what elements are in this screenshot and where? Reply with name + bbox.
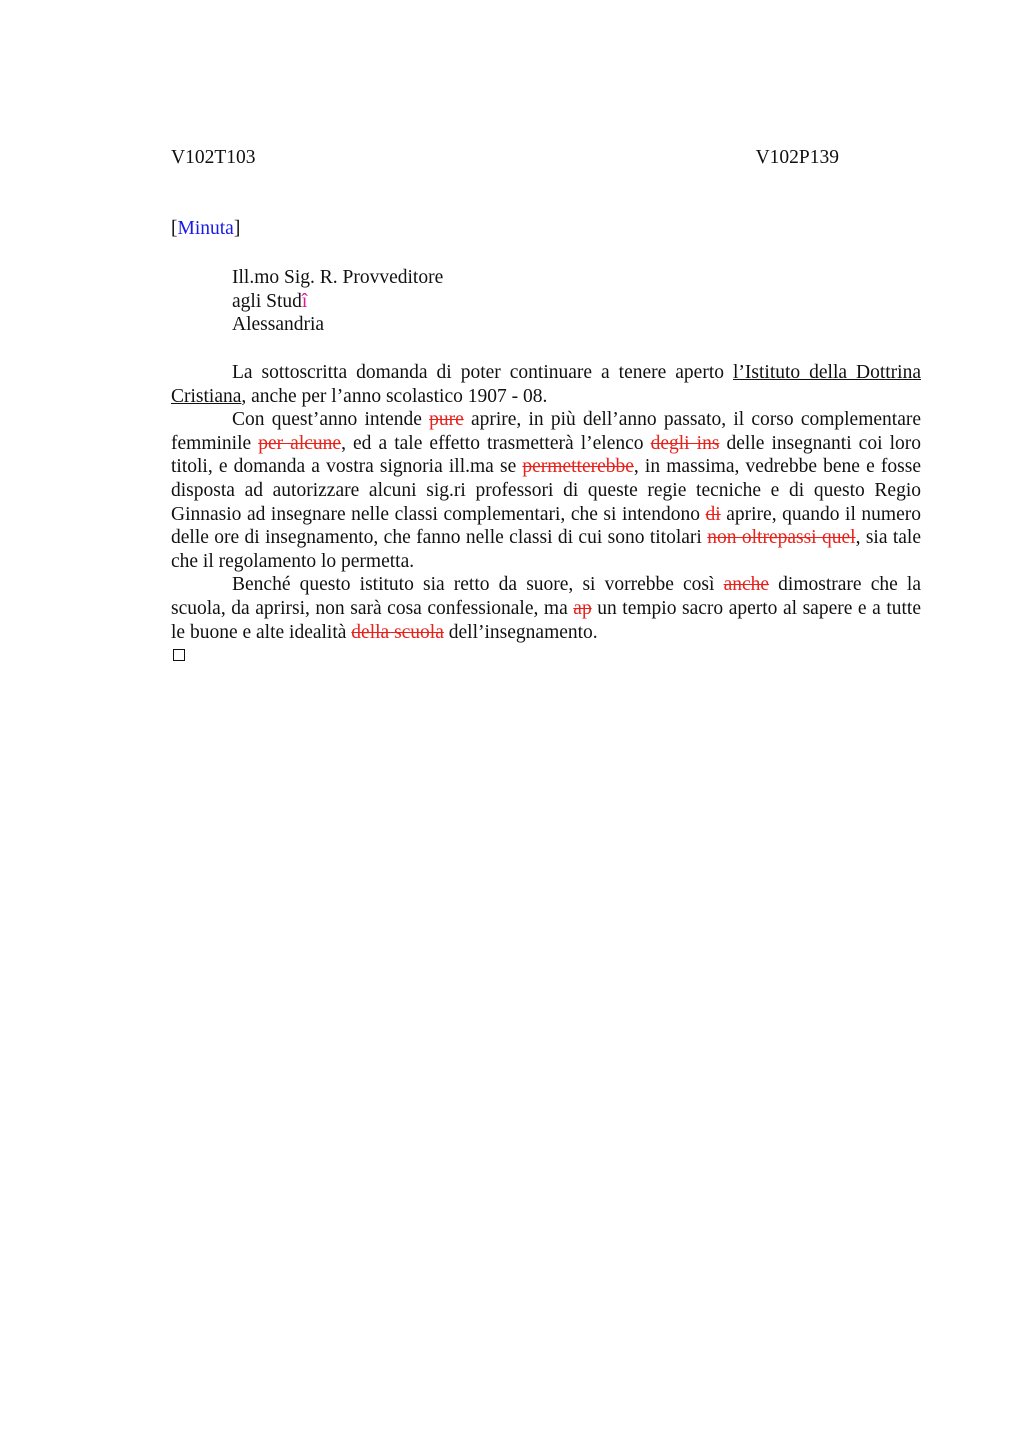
addressee-accent-mark: î: [301, 290, 308, 312]
text-run: La sottoscritta domanda di poter continuare a tenere aperto: [232, 362, 733, 383]
text-run: aprire, quando il numero delle ore di insegnamento, che fanno nelle classi di cui sono titolari: [171, 503, 921, 549]
text-run: dell’insegnamento.: [443, 621, 598, 643]
deleted-text: di: [705, 503, 721, 525]
text-run: un tempio sacro aperto al sapere e a tutte le buone e alte idealità: [171, 597, 921, 643]
text-run: dimostrare che la scuola, da aprirsi, non sarà cosa confessionale, ma: [171, 574, 921, 619]
addressee-line-2-text: agli Stud: [232, 290, 302, 312]
editorial-note: [171, 218, 240, 240]
addressee-line-1: Ill.mo Sig. R. Provveditore: [232, 267, 444, 288]
text-run: , ed a tale effetto trasmetterà l’elenco: [341, 432, 651, 454]
addressee-block: [232, 266, 443, 337]
document-header: [171, 147, 839, 169]
deleted-text: della scuola: [351, 621, 444, 643]
text-run: Con quest’anno intende: [232, 409, 430, 431]
document-code-right: V102P139: [755, 147, 839, 168]
letter-body: [171, 361, 921, 644]
text-run: aprire, in più dell’anno passato, il corso complementare femminile: [171, 409, 922, 454]
deleted-text: ap: [573, 597, 592, 619]
deleted-text: anche: [723, 574, 770, 596]
deleted-text: non oltrepassi quel: [707, 527, 856, 549]
deleted-text: per alcune: [258, 432, 342, 454]
text-run: delle insegnanti coi loro titoli, e domanda a vostra signoria ill.ma se: [171, 432, 921, 478]
minuta-label: Minuta: [177, 218, 234, 239]
deleted-text: permetterebbe: [522, 456, 634, 478]
bracket-close: ]: [233, 218, 241, 239]
paragraph-2: [171, 408, 921, 573]
text-run: , sia tale che il regolamento lo permetta.: [171, 527, 922, 572]
text-run: , in massima, vedrebbe bene e fosse disposta ad autorizzare alcuni sig.ri professori di queste regie tecniche e di questo Regio Ginnasio ad insegnare nelle classi complementari, che si intendono: [171, 456, 921, 525]
text-run: , anche per l’anno scolastico 1907 - 08.: [241, 385, 548, 407]
underlined-institute-name: l’Istituto della Dottrina Cristiana: [171, 362, 921, 407]
addressee-line-3: Alessandria: [232, 314, 325, 335]
deleted-text: pure: [429, 409, 464, 431]
addressee-line-2: [232, 290, 443, 314]
document-code-left: V102T103: [171, 147, 256, 168]
end-marker-square-icon: [173, 649, 185, 661]
deleted-text: degli ins: [650, 432, 720, 454]
paragraph-3: [171, 573, 921, 644]
text-run: Benché questo istituto sia retto da suore, si vorrebbe così: [232, 574, 724, 596]
paragraph-1: [171, 361, 921, 408]
bracket-open: [: [171, 218, 178, 239]
